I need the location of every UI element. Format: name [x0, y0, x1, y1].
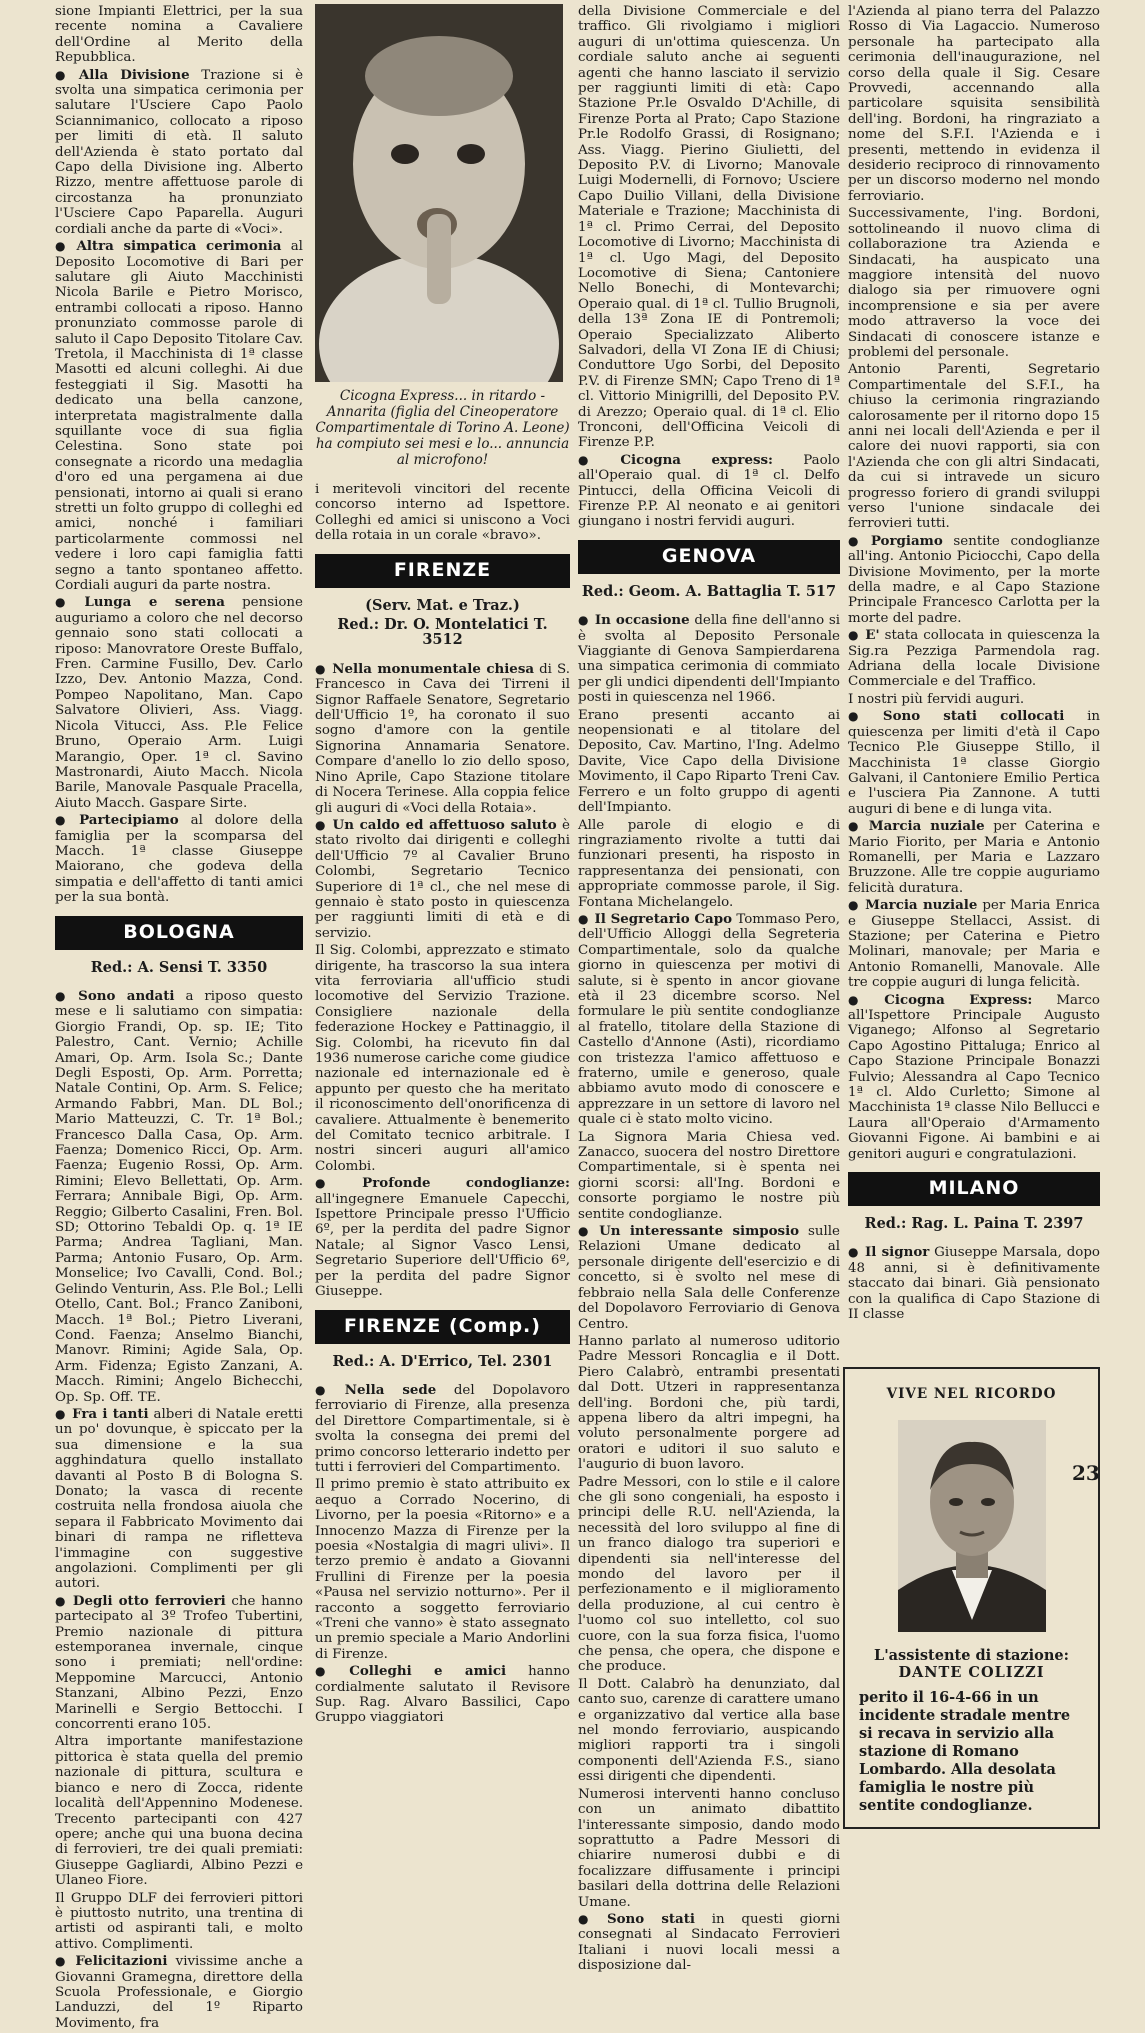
- section-editor: Red.: A. Sensi T. 3350: [90, 958, 268, 976]
- section-editor: Red.: Geom. A. Battaglia T. 517: [581, 582, 837, 600]
- section-subheading: (Serv. Mat. e Traz.): [365, 596, 520, 614]
- news-item: ● E' stata collocata in quiescenza la Sig.ra Pezziga Parmendola rag. Adriana della locale Divisione Commerciale e del Traffico.: [848, 628, 1100, 690]
- news-item: ● Un interessante simposio sulle Relazioni Umane dedicato al personale dirigente dell'esercizio e di concetto, si è svolto nel mese di febbraio nella Sala delle Conferenze del Dopolavoro Ferroviario di Genova Centro.: [578, 1224, 840, 1332]
- paragraph: Il Gruppo DLF dei ferrovieri pittori è piuttosto nutrito, una trentina di artisti od aspiranti tali, e molto attivo. Complimenti.: [55, 1890, 303, 1952]
- news-item: ● Marcia nuziale per Caterina e Mario Fiorito, per Maria e Antonio Romanelli, per Maria e Lazzaro Bruzzone. Alle tre coppie auguriamo felicità duratura.: [848, 819, 1100, 896]
- news-item: ● Cicogna express: Paolo all'Operaio qual. di 1ª cl. Delfo Pintucci, della Officina Veicoli di Firenze P.P. Al neonato e ai genitori giungano i nostri fervidi auguri.: [578, 453, 840, 530]
- paragraph: Successivamente, l'ing. Bordoni, sottolineando il nuovo clima di collaborazione tra Azienda e Sindacati, ha auspicato una maggiore intensità del nuovo dialogo sia per rimuovere ogni incomprensione e sia per avere modo attraverso la voce dei Sindacati di conoscere istanze e problemi del personale.: [848, 206, 1100, 360]
- news-item: ● Fra i tanti alberi di Natale eretti un po' dovunque, è spiccato per la sua dimensione e la sua agghindatura quello installato davanti al Posto B di Bologna S. Donato; la vasca di recente costruita nella frondosa aiuola che separa il Fabbricato Movimento dai binari di rampa ne rifletteva l'immagine con suggestive angolazioni. Complimenti per gli autori.: [55, 1407, 303, 1592]
- paragraph: Il primo premio è stato attribuito ex aequo a Corrado Nocerino, di Livorno, per la poesia «Ritorno» e a Innocenzo Mazza di Firenze per la poesia «Nostalgia di magri ulivi». Il terzo premio è andato a Giovanni Frullini di Firenze per la poesia «Pausa nel servizio notturno». Per il racconto a soggetto ferroviario «Treni che vanno» è stato assegnato un premio speciale a Mario Andorlini di Firenze.: [315, 1477, 570, 1662]
- news-item: ● Il signor Giuseppe Marsala, dopo 48 anni, si è definitivamente staccato dai binari. Già pensionato con la qualifica di Capo Stazione di II classe: [848, 1245, 1100, 1322]
- memorial-name: DANTE COLIZZI: [898, 1664, 1045, 1682]
- column-4: [848, 4, 1100, 1829]
- news-item: ● Sono andati a riposo questo mese e li salutiamo con simpatia: Giorgio Frandi, Op. sp. IE; Tito Palestro, Cant. Vernio; Achille Amari, Op. Arm. Isola Sc.; Dante Degli Esposti, Op. Arm. Porretta; Natale Contini, Op. Arm. S. Felice; Armando Fabbri, Man. DL Bol.; Mario Matteuzzi, C. Tr. 1ª Bol.; Francesco Dalla Casa, Op. Arm. Faenza; Domenico Ricci, Op. Arm. Faenza; Eugenio Rossi, Op. Arm. Rimini; Elevo Bellettati, Op. Arm. Ferrara; Annibale Bigi, Op. Arm. Reggio; Gilberto Casalini, Fren. Bol. SD; Ottorino Tebaldi Op. q. 1ª IE Parma; Andrea Tagliani, Man. Parma; Antonio Fusaro, Op. Arm. Monselice; Ivo Cavalli, Cond. Bol.; Gelindo Venturin, Ass. P.le Bol.; Lelli Otello, Cant. Bol.; Franco Zaniboni, Macch. 1ª Bol.; Pietro Liverani, Cond. Faenza; Anselmo Bianchi, Manovr. Rimini; Agide Sala, Op. Arm. Fidenza; Egisto Zanzani, A. Macch. Rimini; Angelo Bichecchi, Op. Sp. Off. TE.: [55, 989, 303, 1405]
- column-3: [578, 4, 840, 1976]
- news-item: ● Colleghi e amici hanno cordialmente salutato il Revisore Sup. Rag. Alvaro Bassilici, Capo Gruppo viaggiatori: [315, 1664, 570, 1726]
- baby-photo: [315, 4, 563, 382]
- news-item: ● Altra simpatica cerimonia al Deposito Locomotive di Bari per salutare gli Aiuto Macchinisti Nicola Barile e Pietro Morisco, entrambi collocati a riposo. Hanno pronunziato commosse parole di saluto il Capo Deposito Titolare Cav. Tretola, il Macchinista di 1ª classe Masotti ed alcuni colleghi. Ai due festeggiati il Sig. Masotti ha dedicato una bella canzone, interpretata magistralmente dalla squillante voce di sua figlia Celestina. Sono state poi consegnate a ricordo una medaglia d'oro ed una pergamena ai due pensionati, intorno ai quali si erano stretti un folto gruppo di colleghi ed amici, nonché i familiari particolarmente commossi nel vedere i loro capi famiglia fatti segno a tanto spontaneo affetto. Cordiali auguri da parte nostra.: [55, 239, 303, 593]
- news-item: ● Un caldo ed affettuoso saluto è stato rivolto dai dirigenti e colleghi dell'Ufficio 7º al Cavalier Bruno Colombi, Segretario Tecnico Superiore di 1ª cl., che nel mese di gennaio è stato posto in quiescenza per raggiunti limiti di età e di servizio.: [315, 818, 570, 941]
- paragraph: Alle parole di elogio e di ringraziamento rivolte a tutti dai funzionari presenti, ha risposto in rappresentanza dei pensionati, con appropriate commosse parole, il Sig. Fontana Michelangelo.: [578, 817, 840, 910]
- memorial-role: L'assistente di stazione:: [874, 1646, 1069, 1664]
- paragraph: l'Azienda al piano terra del Palazzo Rosso di Via Lagaccio. Numeroso personale ha partecipato alla cerimonia dell'inaugurazione, nel corso della quale il Sig. Cesare Provvedi, accennando alla particolare squisita sensibilità dell'ing. Bordoni, ha ringraziato a nome del S.F.I. l'Azienda e i presenti, mettendo in evidenza il desiderio reciproco di rinnovamento per un discorso moderno nel mondo ferroviario.: [848, 4, 1100, 204]
- paragraph: Padre Messori, con lo stile e il calore che gli sono congeniali, ha esposto i principi delle R.U. nell'Azienda, la necessità del loro sviluppo al fine di un franco dialogo tra superiori e dipendenti sia nell'interesse del mondo del lavoro per il perfezionamento e il miglioramento della produzione, al cui centro è l'uomo col suo intelletto, col suo cuore, con la sua forza fisica, l'uomo che pensa, che opera, che dispone e che produce.: [578, 1474, 840, 1675]
- news-item: ● Il Segretario Capo Tommaso Pero, dell'Ufficio Alloggi della Segreteria Compartimentale, solo da qualche giorno in quiescenza per motivi di salute, si è spento in ancor giovane età il 23 dicembre scorso. Nel formulare le più sentite condoglianze al fratello, titolare della Stazione di Castello d'Annone (Asti), ricordiamo con tristezza l'amico affettuoso e fraterno, umile e generoso, quale abbiamo avuto modo di conoscere e apprezzare in un settore di lavoro nel quale ci è stato molto vicino.: [578, 912, 840, 1128]
- memorial-title: VIVE NEL RICORDO: [886, 1385, 1057, 1402]
- memorial-box: [843, 1367, 1100, 1829]
- news-item: ● Partecipiamo al dolore della famiglia per la scomparsa del Macch. 1ª classe Giuseppe Maiorano, che godeva della simpatia e dell'affetto di tanti amici per la sua bontà.: [55, 813, 303, 905]
- paragraph: Numerosi interventi hanno concluso con un animato dibattito l'interessante simposio, dando modo soprattutto a Padre Messori di chiarire numerosi dubbi e di focalizzare diffusamente i principi basilari della dottrina delle Relazioni Umane.: [578, 1786, 840, 1910]
- news-item: ● Felicitazioni vivissime anche a Giovanni Gramegna, direttore della Scuola Professionale, e Giorgio Landuzzi, del 1º Riparto Movimento, fra: [55, 1954, 303, 2031]
- news-item: ● In occasione della fine dell'anno si è svolta al Deposito Personale Viaggiante di Genova Sampierdarena una simpatica cerimonia di commiato per gli undici dipendenti dell'Impianto posti in quiescenza nel 1966.: [578, 613, 840, 705]
- news-item: ● Sono stati collocati in quiescenza per limiti d'età il Capo Tecnico P.le Giuseppe Stillo, il Macchinista 1ª classe Giorgio Galvani, il Cantoniere Emilio Pertica e l'usciera Pia Zannone. A tutti auguri di bene e di lunga vita.: [848, 709, 1100, 817]
- section-editor: Red.: Dr. O. Montelatici T. 3512: [337, 616, 548, 649]
- section-editor: Red.: Rag. L. Paina T. 2397: [864, 1215, 1084, 1233]
- news-item: ● Lunga e serena pensione auguriamo a coloro che nel decorso gennaio sono stati collocati a riposo: Manovratore Oreste Buffalo, Fren. Carmine Fusillo, Dev. Carlo Izzo, Dev. Antonio Mazza, Cond. Pompeo Napolitano, Man. Capo Salvatore Olivieri, Ass. Viagg. Nicola Vitucci, Ass. P.le Felice Bruno, Operaio Arm. Luigi Marangio, Oper. 1ª cl. Savino Mastronardi, Aiuto Macch. Nicola Barile, Manovale Pasquale Pracella, Aiuto Macch. Gaspare Sirte.: [55, 595, 303, 811]
- photo-caption: Cicogna Express... in ritardo - Annarita (figlia del Cineoperatore Compartimentale di Torino A. Leone) ha compiuto sei mesi e lo... annuncia al microfono!: [315, 388, 570, 468]
- memorial-portrait: [898, 1420, 1046, 1632]
- section-heading-milano: MILANO: [848, 1172, 1100, 1206]
- memorial-text: perito il 16-4-66 in un incidente stradale mentre si recava in servizio alla stazione di Romano Lombardo. Alla desolata famiglia le nostre più sentite condoglianze.: [859, 1688, 1071, 1814]
- news-item: ● Porgiamo sentite condoglianze all'ing. Antonio Piciocchi, Capo della Divisione Movimento, per la morte della madre, e al Capo Stazione Principale Francesco Carlotta per la morte del padre.: [848, 534, 1100, 626]
- paragraph: Antonio Parenti, Segretario Compartimentale del S.F.I., ha chiuso la cerimonia ringraziando calorosamente per il ritorno dopo 15 anni nei locali dell'Azienda e per il calore dei nuovi rapporti, sia con l'Azienda che con gli altri Sindacati, da cui si intravede un sicuro progresso foriero di grandi sviluppi verso l'unione sindacale dei ferrovieri tutti.: [848, 362, 1100, 532]
- news-item: ● Alla Divisione Trazione si è svolta una simpatica cerimonia per salutare l'Usciere Capo Paolo Sciannimanico, collocato a riposo per limiti di età. Il saluto dell'Azienda è stato portato dal Capo della Divisione ing. Alberto Rizzo, mentre affettuose parole di circostanza ha pronunziato l'Usciere Capo Paparella. Auguri cordiali anche da parte di «Voci».: [55, 68, 303, 237]
- section-heading-firenze-comp: FIRENZE (Comp.): [315, 1310, 570, 1344]
- news-item: ● Degli otto ferrovieri che hanno partecipato al 3º Trofeo Tubertini, Premio nazionale di pittura estemporanea invernale, cinque sono i premiati; nell'ordine: Meppomine Marcucci, Antonio Stanzani, Albino Pezzi, Enzo Marinelli e Sergio Bettocchi. I concorrenti erano 105.: [55, 1594, 303, 1733]
- paragraph: Altra importante manifestazione pittorica è stata quella del premio nazionale di pittura, scultura e bianco e nero di Zocca, ridente località dell'Appennino Modenese. Trecento partecipanti con 427 opere; anche qui una buona decina di ferrovieri, tre dei quali premiati: Giuseppe Gagliardi, Albino Pezzi e Ulaneo Fiore.: [55, 1734, 303, 1889]
- paragraph: Il Dott. Calabrò ha denunziato, dal canto suo, carenze di carattere umano e organizzativo dal vertice alla base nel mondo ferroviario, auspicando migliori rapporti tra i singoli componenti dell'Azienda F.S., siano essi dirigenti che dipendenti.: [578, 1676, 840, 1785]
- paragraph: i meritevoli vincitori del recente concorso interno ad Ispettore. Colleghi ed amici si uniscono a Voci della rotaia in un corale «bravo».: [315, 482, 570, 544]
- news-item: ● Marcia nuziale per Maria Enrica e Giuseppe Stellacci, Assist. di Stazione; per Caterina e Pietro Molinari, manovale; per Maria e Antonio Romanelli, Manovale. Alle tre coppie auguri di lunga felicità.: [848, 898, 1100, 990]
- news-item: ● Nella monumentale chiesa di S. Francesco in Cava dei Tirreni il Signor Raffaele Senatore, Segretario dell'Ufficio 1º, ha coronato il suo sogno d'amore con la gentile Signorina Annamaria Senatore. Compare d'anello lo zio dello sposo, Nino Aprile, Capo Stazione titolare di Nocera Terinese. Alla coppia felice gli auguri di «Voci della Rotaia».: [315, 662, 570, 816]
- section-heading-firenze: FIRENZE: [315, 554, 570, 588]
- paragraph: Hanno parlato al numeroso uditorio Padre Messori Roncaglia e il Dott. Piero Calabrò, entrambi presentati dal Dott. Utzeri in rappresentanza dell'ing. Bordoni che, più tardi, appena libero da altri impegni, ha voluto personalmente porgere ad oratori e uditori il suo saluto e l'augurio di buon lavoro.: [578, 1333, 840, 1473]
- paragraph: Il Sig. Colombi, apprezzato e stimato dirigente, ha trascorso la sua intera vita ferroviaria all'ufficio studi locomotive del Servizio Trazione. Consigliere nazionale della federazione Hockey e Pattinaggio, il Sig. Colombi, ha ricevuto fin dal 1936 numerose cariche come giudice nazionale ed internazionale ed è appunto per questo che ha meritato il riconoscimento dell'onorificenza di cavaliere. Attualmente è benemerito del Comitato tecnico arbitrale. I nostri sinceri auguri all'amico Colombi.: [315, 943, 570, 1174]
- paragraph: La Signora Maria Chiesa ved. Zanacco, suocera del nostro Direttore Compartimentale, si è spenta nei giorni scorsi: all'Ing. Bordoni e consorte porgiamo le nostre più sentite condoglianze.: [578, 1129, 840, 1222]
- section-editor: Red.: A. D'Errico, Tel. 2301: [332, 1352, 553, 1370]
- news-item: ● Profonde condoglianze: all'ingegnere Emanuele Capecchi, Ispettore Principale presso l'Ufficio 6º, per la perdita del padre Signor Natale; al Signor Vasco Lensi, Segretario Superiore dell'Ufficio 6º, per la perdita del padre Signor Giuseppe.: [315, 1176, 570, 1299]
- section-heading-bologna: BOLOGNA: [55, 916, 303, 950]
- news-item: ● Nella sede del Dopolavoro ferroviario di Firenze, alla presenza del Direttore Compartimentale, si è svolta la consegna dei premi del primo concorso letterario indetto per tutti i ferrovieri del Compartimento.: [315, 1383, 570, 1475]
- column-2: [315, 4, 570, 1728]
- column-1: [55, 4, 303, 2033]
- news-item: ● Cicogna Express: Marco all'Ispettore Principale Augusto Viganego; Alfonso al Segretario Capo Agostino Pittaluga; Enrico al Capo Stazione Principale Bonazzi Fulvio; Alessandra al Capo Tecnico 1ª cl. Aldo Curletto; Simone al Macchinista 1ª classe Nilo Bellucci e Laura all'Operaio d'Armamento Giovanni Figone. Ai bambini e ai genitori auguri e congratulazioni.: [848, 993, 1100, 1162]
- paragraph: sione Impianti Elettrici, per la sua recente nomina a Cavaliere dell'Ordine al Merito della Repubblica.: [55, 4, 303, 66]
- news-item: ● Sono stati in questi giorni consegnati al Sindacato Ferrovieri Italiani i nuovi locali messi a disposizione dal-: [578, 1912, 840, 1974]
- page-number: 23: [1072, 1461, 1100, 1485]
- paragraph: Erano presenti accanto ai neopensionati e al titolare del Deposito, Cav. Martino, l'Ing. Adelmo Davite, Vice Capo della Divisione Movimento, il Capo Riparto Treni Cav. Ferrero e un folto gruppo di agenti dell'Impianto.: [578, 707, 840, 816]
- paragraph: della Divisione Commerciale e del traffico. Gli rivolgiamo i migliori auguri di un'ottima quiescenza. Un cordiale saluto anche ai seguenti agenti che hanno lasciato il servizio per raggiunti limiti di età: Capo Stazione Pr.le Osvaldo D'Achille, di Firenze Porta al Prato; Capo Stazione Pr.le Rodolfo Grassi, di Rosignano; Ass. Viagg. Pierino Giulietti, del Deposito P.V. di Livorno; Manovale Luigi Modernelli, di Fornovo; Usciere Capo Duilio Villani, della Divisione Materiale e Trazione; Macchinista di 1ª cl. Primo Cerrai, del Deposito Locomotive di Livorno; Macchinista di 1ª cl. Ugo Magi, del Deposito Locomotive di Siena; Cantoniere Nello Bonechi, di Montevarchi; Operaio qual. di 1ª cl. Tullio Brugnoli, della 13ª Zona IE di Pontremoli; Operaio Specializzato Aliberto Salvadori, della VI Zona IE di Chiusi; Conduttore Ugo Sorbi, del Deposito P.V. di Firenze SMN; Capo Treno di 1ª cl. Vittorio Minigrilli, del Deposito P.V. di Arezzo; Operaio qual. di 1ª cl. Elio Tronconi, dell'Officina Veicoli di Firenze P.P.: [578, 4, 840, 451]
- paragraph: I nostri più fervidi auguri.: [848, 691, 1025, 707]
- section-heading-genova: GENOVA: [578, 540, 840, 574]
